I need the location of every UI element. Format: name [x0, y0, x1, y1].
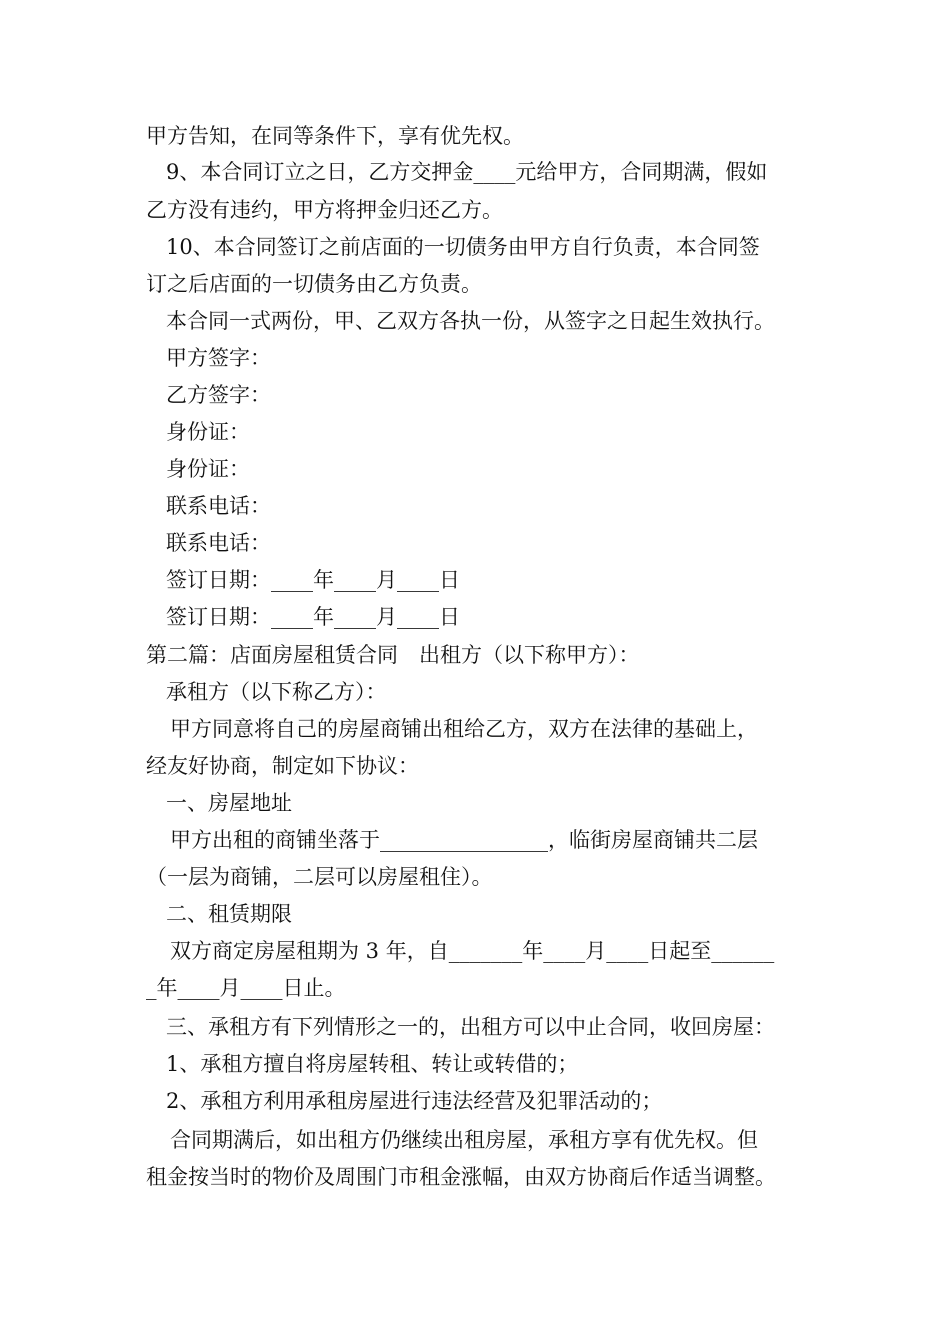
- clause-heading: 三、承租方有下列情形之一的，出租方可以中止合同，收回房屋：: [166, 1015, 775, 1039]
- text-line: 订之后店面的一切债务由乙方负责。: [146, 272, 482, 296]
- phone-label: 联系电话：: [166, 494, 271, 518]
- text-line: 承租方（以下称乙方）：: [166, 680, 387, 704]
- section-heading: 第二篇：店面房屋租赁合同 出租方（以下称甲方）：: [146, 643, 640, 667]
- text-line: 甲方出租的商铺坐落于________________，临街房屋商铺共二层: [170, 828, 758, 852]
- text-line: （一层为商铺，二层可以房屋租住）。: [146, 865, 493, 889]
- signature-label: 甲方签字：: [166, 346, 271, 370]
- date-label: 签订日期：____年____月____日: [166, 568, 460, 592]
- phone-label: 联系电话：: [166, 531, 271, 555]
- text-line: 10、本合同签订之前店面的一切债务由甲方自行负责，本合同签: [166, 235, 760, 259]
- list-item: 1、承租方擅自将房屋转租、转让或转借的；: [166, 1052, 579, 1076]
- text-line: 甲方告知，在同等条件下，享有优先权。: [146, 124, 524, 148]
- id-label: 身份证：: [166, 457, 250, 481]
- text-line: 乙方没有违约，甲方将押金归还乙方。: [146, 198, 503, 222]
- text-line: 合同期满后，如出租方仍继续出租房屋，承租方享有优先权。但: [170, 1128, 758, 1152]
- list-item: 2、承租方利用承租房屋进行违法经营及犯罪活动的；: [166, 1089, 663, 1113]
- text-line: 甲方同意将自己的房屋商铺出租给乙方，双方在法律的基础上，: [170, 717, 758, 741]
- text-line: 经友好协商，制定如下协议：: [146, 754, 419, 778]
- text-line: 本合同一式两份，甲、乙双方各执一份，从签字之日起生效执行。: [166, 309, 775, 333]
- text-line: 9、本合同订立之日，乙方交押金____元给甲方，合同期满，假如: [166, 160, 768, 184]
- text-line: _年____月____日止。: [146, 976, 346, 1000]
- date-label: 签订日期：____年____月____日: [166, 605, 460, 629]
- clause-heading: 二、租赁期限: [166, 902, 292, 926]
- id-label: 身份证：: [166, 420, 250, 444]
- signature-label: 乙方签字：: [166, 383, 271, 407]
- clause-heading: 一、房屋地址: [166, 791, 292, 815]
- text-line: 双方商定房屋租期为 3 年，自_______年____月____日起至______: [170, 939, 775, 963]
- text-line: 租金按当时的物价及周围门市租金涨幅，由双方协商后作适当调整。: [146, 1165, 776, 1189]
